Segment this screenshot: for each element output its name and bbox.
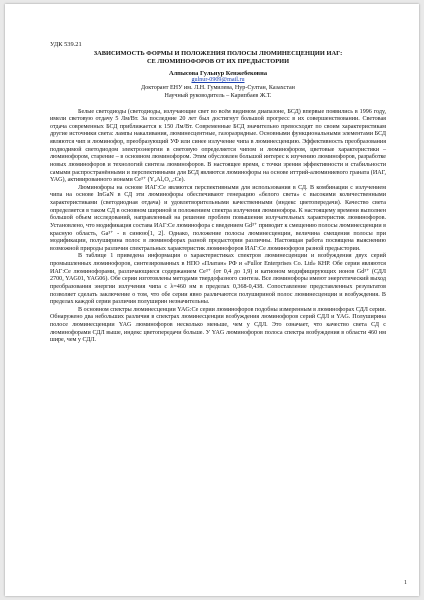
paragraph-1: Белые светодиоды (светодиоды, излучающие свет во всём видимом диапазоне, БСД) впервые появились в 1996 году, имели световую отдачу 5 Лм/Вт. За последние 20 лет был достигнут большой прогресс в их совершенствовании. Световая отдача современных БСД приближается к 150 Лм/Вт. Современные БСД значительно превосходят по своим характеристикам другие источники света: лампы накаливания, люминесцентные, газоразрядные. Основными функциональными элементами БСД являются чип и люминофор, преобразующий УФ или синее излучение чипа в люминесценцию. Эффективность преобразования подводимой светодиодом электроэнергии в световую определяется чипом и люминофором, цветовые характеристики – люминофором, старение – в основном люминофором. Этим обусловлен большой интерес к изучению люминофоров, разработке новых люминофоров и технологий синтеза люминофоров. В настоящее время, с точки зрения эффективности и стабильности самыми распространёнными и перспективными для БСД являются люминофоры на основе иттрий-алюминиевого граната (ИАГ, YAG), активированного ионами Ce³⁺ (Y₃Al₅O₁₂:Ce). — [50, 108, 386, 184]
udk-code: УДК 539.21 — [50, 41, 82, 48]
scientific-supervisor: Научный руководитель – Карипбаев Ж.Т. — [164, 92, 272, 99]
paragraph-2: Люминофоры на основе ИАГ:Се являются перспективными для использования в СД. В комбинации с излучением чипа на основе InGaN в СД эти люминофоры обеспечивают генерацию «белого света» с высокими количественными характеристиками (светодиодная отдача) и удовлетворительными качественными (индекс цветопередачи). Качество света определяется в таком СД в основном шириной и положением спектра излучения люминофора. К настоящему времени выполнен большой объем исследований, направленный на решение проблем повышения излучательных характеристик люминофоров. Установлено, что модификация состава ИАГ:Се люминофора с введением Gd³⁺ приводит к смещению полосы люминесценции в красную область, Ga³⁺ - в синюю[1, 2]. Однако, положение полосы люминесценции, величина смещения полосы при модификации, полуширина полос в люминофорах разной предыстории различны. Настоящая работа посвящена выяснению возможной природы различия спектральных характеристик люминофоров ИАГ:Се люминофоров разной предыстории. — [50, 184, 386, 252]
paper-title-line-2: СЕ ЛЮМИНОФОРОВ ОТ ИХ ПРЕДЫСТОРИИ — [146, 57, 290, 65]
paragraph-3: В таблице 1 приведена информация о характеристиках спектров люминесценции и возбуждения двух серий промышленных люминофоров, синтезированных в НПО «Платан» РФ и «Fullor Enterprises Co. Ltd» КНР. Обе серии являются ИАГ:Се люминофорами, различающиеся содержанием Ce³⁺ (от 0,4 до 1,9) и катионом модифицирующих ионов Gd³⁺ (СДЛ 2700, YAG01, YAG06). Обе серии изготовлены методами твердофазного синтеза. Все люминофоры имеют энергетический выход преобразования энергии излучения чипа с λ=460 нм в пределах 0,368-0,438. Сопоставление представленных результатов позволяет сделать заключение о том, что обе серии явно различаются полушириной полос люминесценции и возбуждения. В пределах каждой серии различия полуширин незначительны. — [50, 253, 386, 306]
paragraph-4: В основном спектры люминесценции YAG:Се серии люминофоров подобны измеренным в люминофорах СДЛ серии. Обнаружено два небольших различия в спектрах люминесценции возбуждения люминофоров серий СДЛ и YAG. Полуширина полосе люминесценции YAG люминофоров несколько меньше, чем у СДЛ. Это означает, что качество света СД с люминофорами СДЛ выше, индекс цветопередачи больше. У YAG люминофоров полоса спектра возбуждения в области 460 нм шире, чем у СДЛ. — [50, 306, 386, 344]
author-affiliation: Докторант ЕНУ им. Л.Н. Гумилева, Нур-Султан, Казахстан — [141, 85, 295, 92]
document-body — [50, 41, 386, 345]
paper-title-line-1: ЗАВИСИМОСТЬ ФОРМЫ И ПОЛОЖЕНИЯ ПОЛОСЫ ЛЮМИНЕСЦЕНЦИИ ИАГ: — [93, 49, 343, 57]
author-email-link[interactable]: gulnur-0909@mail.ru — [191, 77, 245, 84]
paper-title — [50, 50, 386, 66]
page-number: 1 — [404, 580, 407, 586]
author-name: Алпысова Гульнур Кенжебековна — [168, 69, 268, 77]
document-page — [5, 4, 419, 596]
